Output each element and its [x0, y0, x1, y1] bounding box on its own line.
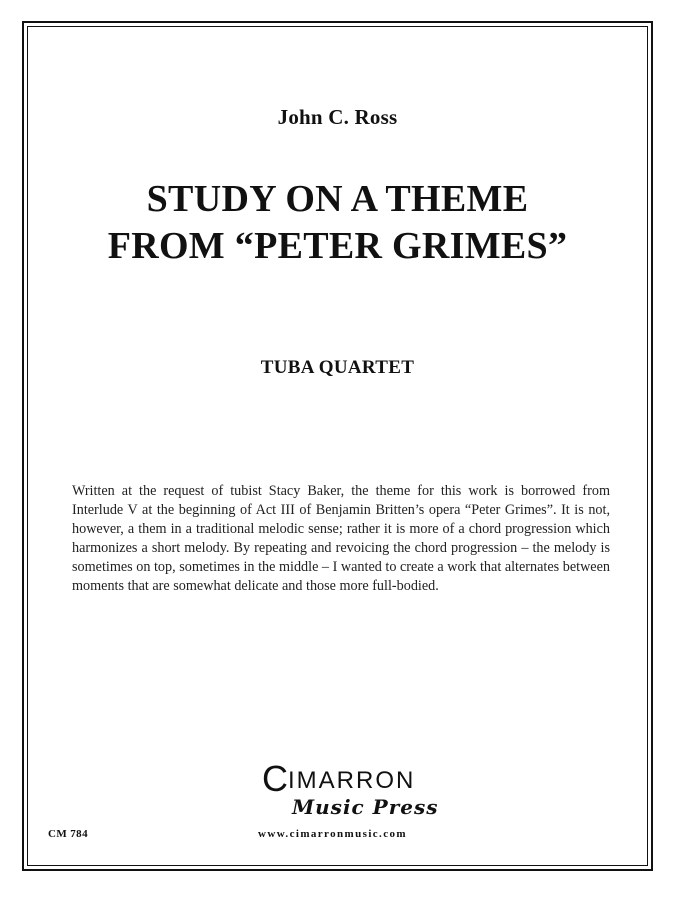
publisher-logo-rest: IMARRON	[288, 767, 416, 794]
catalog-number: CM 784	[48, 828, 88, 840]
page-border-inner	[27, 26, 648, 866]
publisher-logo-subtitle: Music Press	[292, 795, 439, 819]
work-title-line-1: STUDY ON A THEME	[146, 178, 529, 220]
program-notes: Written at the request of tubist Stacy Baker, the theme for this work is borrowed from Interlude V at the beginning of Act III of Benjamin Britten’s opera “Peter Grimes”. It is not, however, a them in a traditional melodic sense; rather it is more of a chord progression which harmonizes a short melody. By repeating and revoicing the chord progression – the melody is sometimes on top, sometimes in the middle – I wanted to create a work that alternates between moments that are somewhat delicate and those more full-bodied.	[72, 483, 610, 594]
work-title	[0, 176, 675, 270]
composer-name: John C. Ross	[277, 105, 398, 129]
work-title-line-2: FROM “PETER GRIMES”	[107, 225, 568, 267]
publisher-logo	[250, 758, 439, 824]
publisher-logo-wordmark	[262, 758, 416, 799]
publisher-website: www.cimarronmusic.com	[258, 828, 407, 840]
instrumentation: TUBA QUARTET	[260, 357, 415, 378]
publisher-logo-initial: C	[262, 758, 288, 799]
